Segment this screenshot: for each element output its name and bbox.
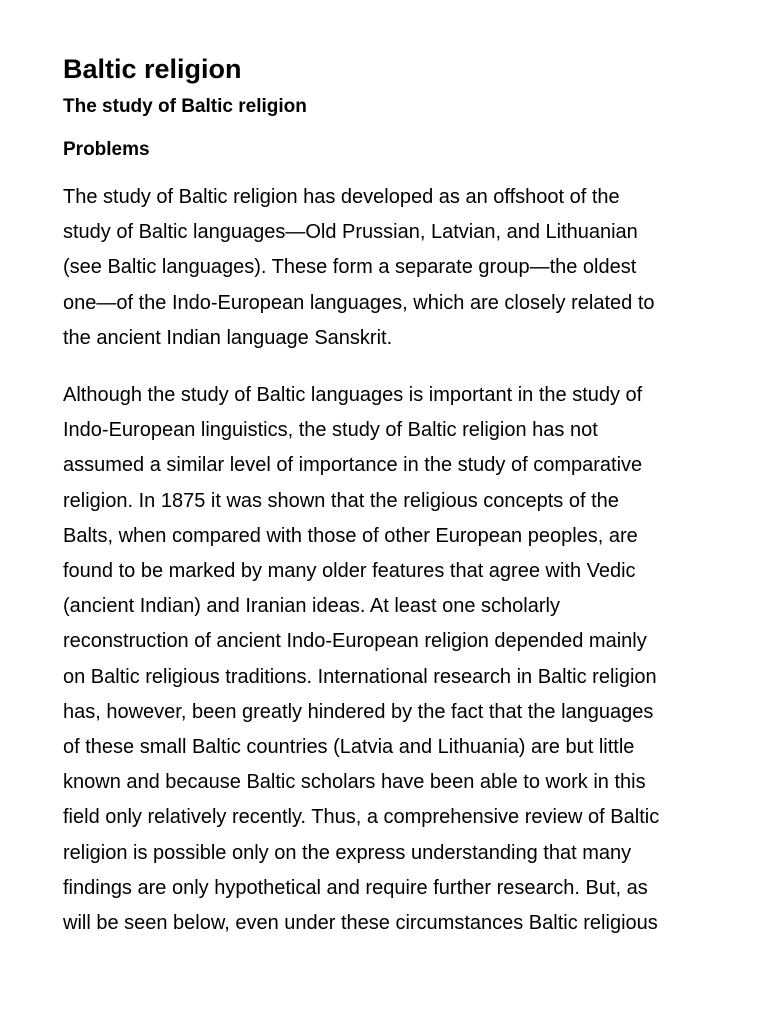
- paragraph-line: religion. In 1875 it was shown that the religious concepts of the: [63, 489, 619, 512]
- paragraph: [63, 378, 708, 941]
- paragraph-line: found to be marked by many older features that agree with Vedic: [63, 560, 636, 583]
- paragraph-line: assumed a similar level of importance in the study of comparative: [63, 454, 643, 477]
- paragraph-line: The study of Baltic religion has developed as an offshoot of the: [63, 186, 620, 208]
- paragraph-line: religion is possible only on the express understanding that many: [63, 841, 632, 864]
- article-title: Baltic religion: [63, 54, 242, 84]
- paragraph-line: Although the study of Baltic languages is important in the study of: [63, 384, 643, 407]
- paragraph-line: study of Baltic languages—Old Prussian, Latvian, and Lithuanian: [63, 221, 638, 244]
- paragraph-line: known and because Baltic scholars have been able to work in this: [63, 771, 646, 794]
- section-heading: Problems: [63, 139, 150, 160]
- paragraph-line: Balts, when compared with those of other European peoples, are: [63, 524, 638, 547]
- paragraph-line: Indo-European linguistics, the study of Baltic religion has not: [63, 419, 598, 442]
- paragraph-line: on Baltic religious traditions. International research in Baltic religion: [63, 665, 657, 688]
- paragraph-line: reconstruction of ancient Indo-European religion depended mainly: [63, 630, 647, 653]
- paragraph-line: the ancient Indian language Sanskrit.: [63, 326, 393, 349]
- paragraph-line: findings are only hypothetical and require further research. But, as: [63, 876, 648, 899]
- paragraph-line: will be seen below, even under these circumstances Baltic religious: [63, 912, 658, 935]
- article-subtitle: The study of Baltic religion: [63, 96, 307, 117]
- paragraph-line: of these small Baltic countries (Latvia and Lithuania) are but little: [63, 736, 635, 759]
- paragraph: [63, 180, 708, 356]
- paragraph-line: (see Baltic languages). These form a separate group—the oldest: [63, 256, 637, 279]
- paragraph-line: (ancient Indian) and Iranian ideas. At least one scholarly: [63, 595, 560, 618]
- paragraph-line: field only relatively recently. Thus, a comprehensive review of Baltic: [63, 806, 660, 829]
- paragraph-line: has, however, been greatly hindered by the fact that the languages: [63, 700, 654, 723]
- paragraph-line: one—of the Indo-European languages, which are closely related to: [63, 291, 655, 314]
